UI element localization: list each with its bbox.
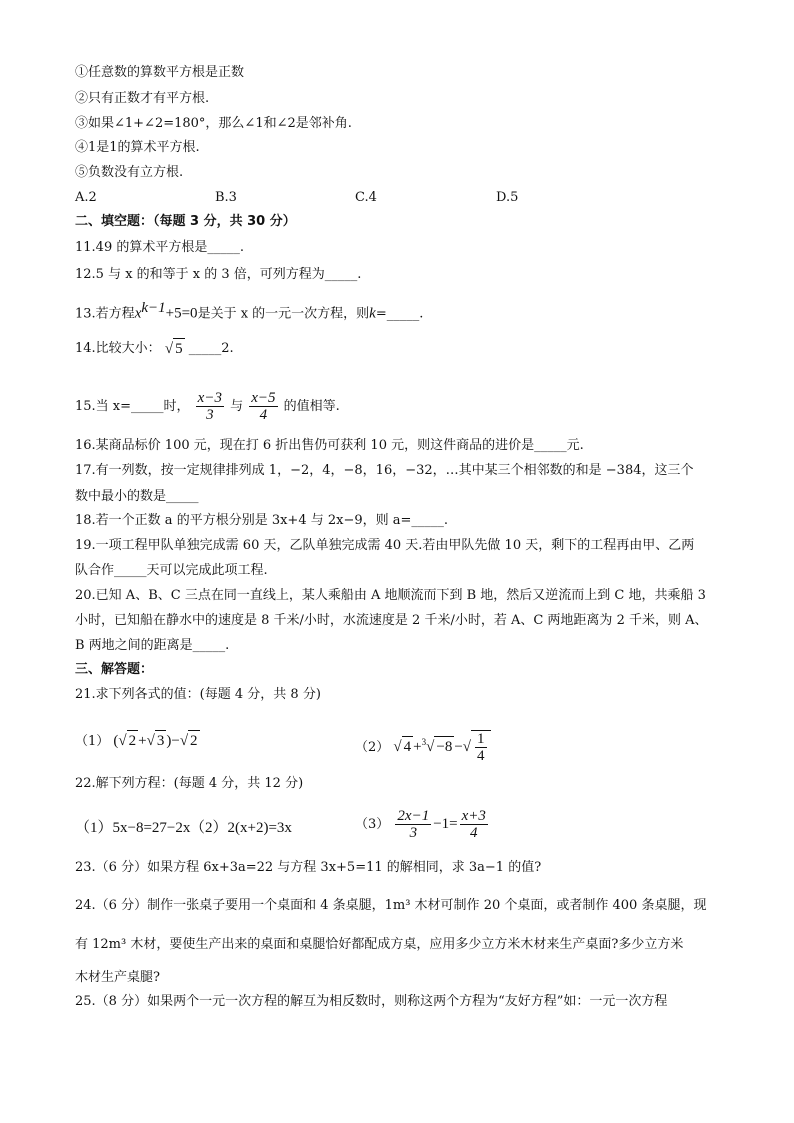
- question-19-line-2: 队合作_____天可以完成此项工程.: [75, 563, 268, 578]
- question-11: 11.49 的算术平方根是_____.: [75, 240, 244, 255]
- equation-2: （2）2(x+2)=3x: [190, 820, 292, 836]
- q13-text-b: 是关于 x 的一元一次方程，则: [197, 306, 370, 322]
- question-25: 25.（8 分）如果两个一元一次方程的解互为相反数时，则称这两个方程为“友好方程”如：一元一次方程: [75, 994, 668, 1009]
- q15-text-b: 的值相等.: [283, 399, 340, 414]
- question-24-line-1: 24.（6 分）制作一张桌子要用一个桌面和 4 条桌腿，1m³ 木材可制作 20 个桌面，或者制作 400 条桌腿，现: [75, 898, 707, 913]
- question-17-line-2: 数中最小的数是_____: [75, 489, 199, 504]
- option-d: D.5: [496, 190, 519, 205]
- q21-part-1-label: （1）: [75, 734, 110, 749]
- fraction-1-denominator: 3: [206, 407, 214, 423]
- fraction-2: [249, 390, 277, 423]
- question-20-line-2: 小时，已知船在静水中的速度是 8 千米/小时，水流速度是 2 千米/小时，若 A、C 两地距离为 2 千米，则 A、: [75, 613, 708, 628]
- question-19-line-1: 19.一项工程甲队单独完成需 60 天，乙队单独完成需 40 天.若由甲队先做 10 天，剩下的工程再由甲、乙两: [75, 538, 695, 553]
- q13-var: x: [134, 305, 142, 322]
- expression-1: (√ 2 +√ 3 )−√ 2: [113, 733, 199, 749]
- question-12: 12.5 与 x 的和等于 x 的 3 倍，可列方程为_____.: [75, 267, 362, 282]
- question-20-line-1: 20.已知 A、B、C 三点在同一直线上，某人乘船由 A 地顺流而下到 B 地，然后又逆流而上到 C 地，共乘船 3: [75, 588, 706, 603]
- question-24-line-3: 木材生产桌腿?: [75, 970, 160, 985]
- statement-4: ④1是1的算术平方根.: [75, 140, 200, 155]
- statement-3: ③如果∠1+∠2=180°，那么∠1和∠2是邻补角.: [75, 116, 352, 131]
- section-2-heading: 二、填空题：（每题 3 分，共 30 分）: [75, 214, 296, 229]
- question-23: 23.（6 分）如果方程 6x+3a=22 与方程 3x+5=11 的解相同，求 3a−1 的值?: [75, 860, 542, 875]
- question-22-part-3: （3） $\frac{2x-1}{3}$ −1= $\frac{x+3}{4}$: [355, 808, 486, 841]
- question-20-line-3: B 两地之间的距离是_____.: [75, 638, 230, 653]
- question-15: [75, 390, 340, 423]
- equation-3-left: $\frac{2x-1}{3}$: [397, 808, 430, 841]
- option-c: C.4: [355, 190, 377, 205]
- question-17-line-1: 17.有一列数，按一定规律排列成 1，−2，4，−8，16，−32，…其中某三个相邻数的和是 −384，这三个: [75, 463, 694, 478]
- expression-2: √ 4 +$^3$√ −8 −√ $\frac{1}{4}$: [393, 739, 490, 755]
- fraction-2-numerator: x−5: [251, 390, 276, 406]
- option-a: A.2: [75, 190, 97, 205]
- question-18: 18.若一个正数 a 的平方根分别是 3x+4 与 2x−9，则 a=_____.: [75, 513, 449, 528]
- fraction-1-numerator: x−3: [197, 390, 222, 406]
- q21-part-2-label: （2）: [355, 739, 390, 755]
- q13-text-a: 13.若方程: [75, 306, 135, 322]
- q22-part-3-label: （3）: [355, 817, 390, 832]
- q15-text-a: 15.当 x=_____时，: [75, 399, 190, 414]
- fraction-1: [196, 390, 224, 423]
- fraction-2-denominator: 4: [259, 407, 268, 423]
- q14-text-a: 14.比较大小：: [75, 341, 161, 356]
- q14-text-b: _____2.: [188, 341, 234, 356]
- equation-3-right: $\frac{x+3}{4}$: [461, 808, 486, 841]
- question-14: [75, 338, 234, 359]
- question-21: 21.求下列各式的值：(每题 4 分，共 8 分): [75, 687, 321, 702]
- statement-2: ②只有正数才有平方根.: [75, 91, 210, 106]
- q13-text-c: =_____.: [375, 306, 424, 322]
- question-13: [75, 298, 423, 324]
- option-b: B.3: [215, 190, 237, 205]
- question-21-part-2: [355, 730, 491, 764]
- question-21-part-1: [75, 730, 200, 752]
- question-24-line-2: 有 12m³ 木材，要使生产出来的桌面和桌腿恰好都配成方桌，应用多少立方米木材来生产桌面?多少立方米: [75, 937, 684, 952]
- q13-exponent: k−1: [141, 300, 166, 316]
- question-22: 22.解下列方程：(每题 4 分，共 12 分): [75, 776, 304, 791]
- q13-k: k: [369, 305, 376, 322]
- q15-mid: 与: [230, 399, 244, 414]
- section-3-heading: 三、解答题：: [75, 662, 154, 677]
- statement-5: ⑤负数没有立方根.: [75, 165, 184, 180]
- question-16: 16.某商品标价 100 元，现在打 6 折出售仍可获利 10 元，则这件商品的进价是_____元.: [75, 438, 584, 453]
- q13-expr: +5=0: [165, 305, 198, 322]
- sqrt-5: √ 5: [165, 338, 185, 359]
- sqrt-5-radicand: 5: [173, 338, 185, 359]
- statement-1: ①任意数的算数平方根是正数: [75, 65, 245, 80]
- equation-1: （1）5x−8=27−2x: [75, 820, 191, 836]
